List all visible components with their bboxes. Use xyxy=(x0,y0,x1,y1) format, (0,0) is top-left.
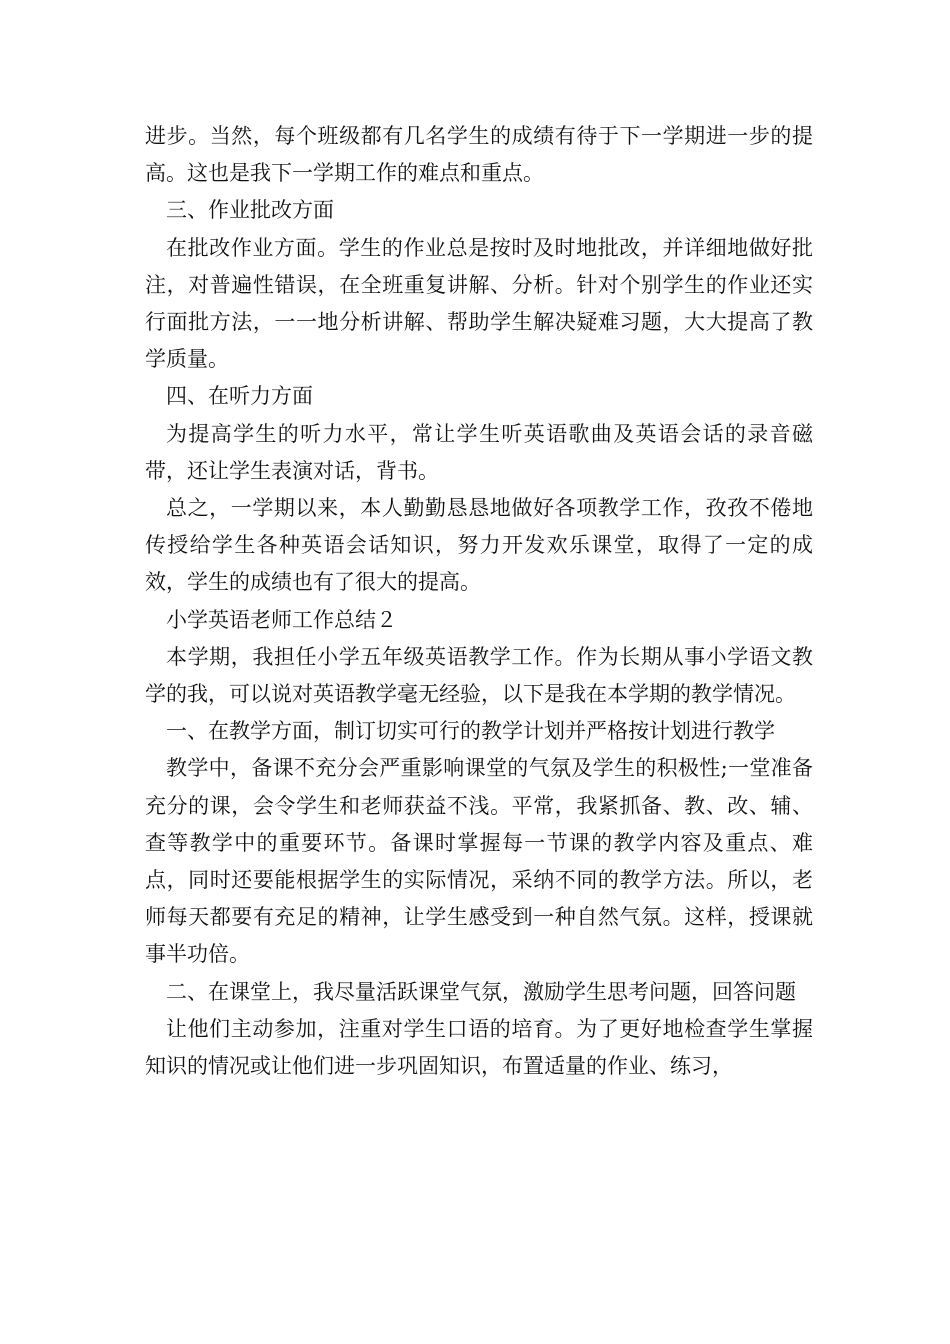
paragraph-continuation: 进步。当然，每个班级都有几名学生的成绩有待于下一学期进一步的提高。这也是我下一学期工作的难点和重点。 xyxy=(145,124,813,186)
paragraph-teaching: 教学中，备课不充分会严重影响课堂的气氛及学生的积极性;一堂准备充分的课，会令学生和老师获益不浅。平常，我紧抓备、教、改、辅、查等教学中的重要环节。备课时掌握每一节课的教学内容及重点、难点，同时还要能根据学生的实际情况，采纳不同的教学方法。所以，老师每天都要有充足的精神，让学生感受到一种自然气氛。这样，授课就事半功倍。 xyxy=(145,756,813,967)
section-heading-teaching: 一、在教学方面，制订切实可行的教学计划并严格按计划进行教学 xyxy=(166,719,775,744)
document-body xyxy=(145,118,813,1085)
paragraph-classroom: 让他们主动参加，注重对学生口语的培育。为了更好地检查学生掌握知识的情况或让他们进一步巩固知识，布置适量的作业、练习， xyxy=(145,1016,813,1079)
paragraph-summary: 总之，一学期以来，本人勤勤恳恳地做好各项教学工作，孜孜不倦地传授给学生各种英语会话知识，努力开发欢乐课堂，取得了一定的成效，学生的成绩也有了很大的提高。 xyxy=(145,496,813,595)
paragraph-intro: 本学期，我担任小学五年级英语教学工作。作为长期从事小学语文教学的我，可以说对英语教学毫无经验，以下是我在本学期的教学情况。 xyxy=(145,644,813,707)
section-heading-homework: 三、作业批改方面 xyxy=(166,198,334,223)
section-heading-classroom: 二、在课堂上，我尽量活跃课堂气氛，激励学生思考问题，回答问题 xyxy=(166,979,796,1004)
article-title-2: 小学英语老师工作总结２ xyxy=(166,607,397,632)
paragraph-listening: 为提高学生的听力水平，常让学生听英语歌曲及英语会话的录音磁带，还让学生表演对话，背书。 xyxy=(145,421,813,483)
section-heading-listening: 四、在听力方面 xyxy=(166,384,313,409)
paragraph-homework: 在批改作业方面。学生的作业总是按时及时地批改，并详细地做好批注，对普遍性错误，在全班重复讲解、分析。针对个别学生的作业还实行面批方法，一一地分析讲解、帮助学生解决疑难习题，大大提高了教学质量。 xyxy=(145,235,813,372)
